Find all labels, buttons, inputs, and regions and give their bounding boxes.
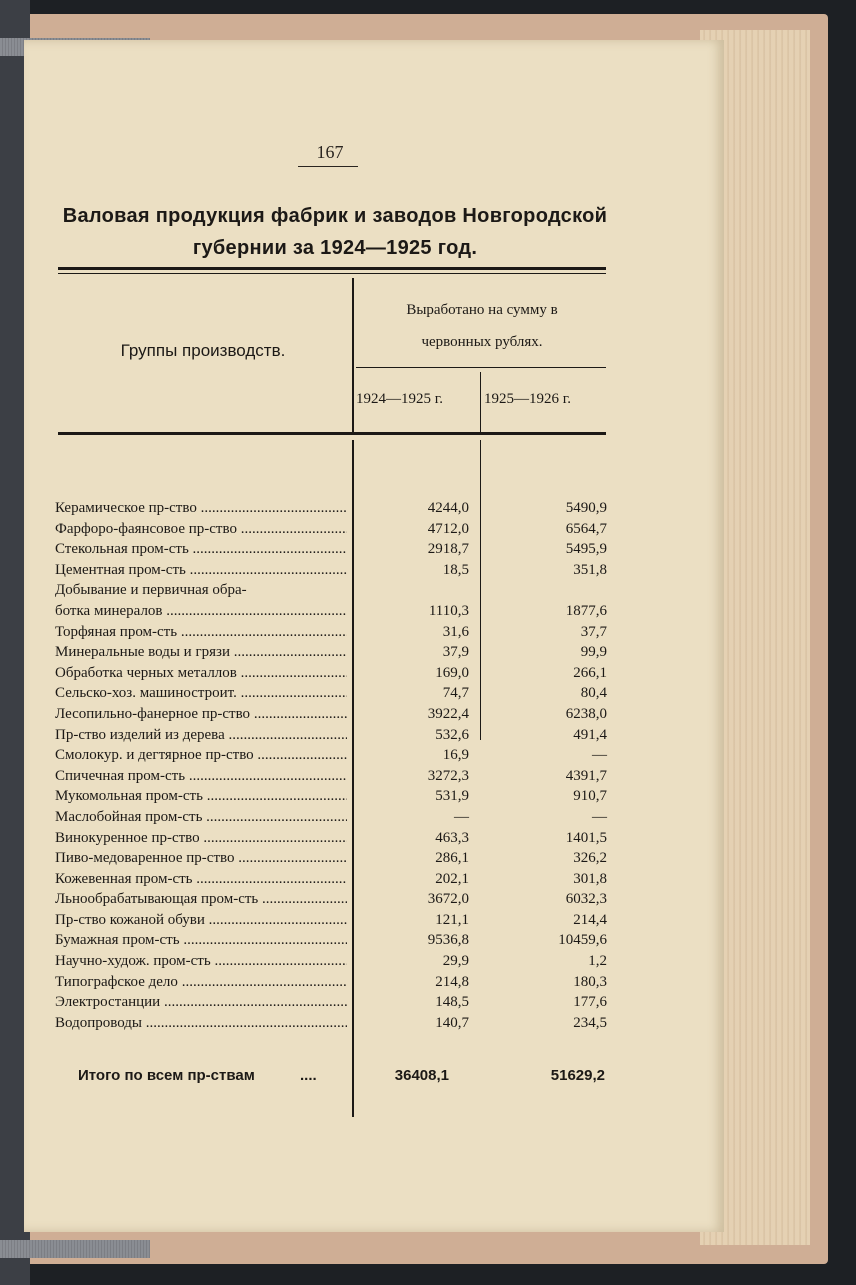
row-label: Водопроводы ..... bbox=[55, 1013, 347, 1034]
row-value-1924: 140,7 bbox=[435, 1014, 469, 1031]
table-row bbox=[55, 828, 615, 849]
row-value-1925: 1,2 bbox=[588, 953, 607, 970]
row-value-1925: 301,8 bbox=[573, 870, 607, 887]
table-row bbox=[55, 869, 615, 890]
row-value-1924: 16,9 bbox=[442, 747, 469, 764]
table-row bbox=[55, 807, 615, 828]
table-row bbox=[55, 560, 615, 581]
row-value-1924: 31,6 bbox=[442, 623, 469, 640]
total-value-1925: 51629,2 bbox=[550, 1067, 605, 1084]
table-row bbox=[55, 539, 615, 560]
table-row bbox=[55, 498, 615, 519]
row-label: Пиво-медоваренное пр-ство ..... bbox=[55, 848, 347, 869]
table-top-rule bbox=[58, 267, 606, 270]
table-row bbox=[55, 642, 615, 663]
row-label: Минеральные воды и грязи ..... bbox=[55, 642, 347, 663]
header-groups: Группы производств. bbox=[120, 341, 286, 360]
column-divider-years-header bbox=[480, 372, 481, 432]
table-row bbox=[55, 601, 615, 622]
row-value-1925: 910,7 bbox=[573, 788, 607, 805]
row-value-1925: 99,9 bbox=[580, 644, 607, 661]
row-label: Мукомольная пром-сть ..... bbox=[55, 786, 347, 807]
total-leader: .... bbox=[300, 1067, 317, 1084]
table-row bbox=[55, 622, 615, 643]
header-year-1: 1924—1925 г. bbox=[356, 391, 443, 407]
row-value-1925: 5495,9 bbox=[565, 541, 607, 558]
row-value-1925: 491,4 bbox=[573, 726, 607, 743]
row-label: Сельско-хоз. машиностроит. ..... bbox=[55, 683, 347, 704]
spine-tape-bottom bbox=[0, 1240, 150, 1258]
row-value-1925: 6032,3 bbox=[565, 891, 607, 908]
total-value-1924: 36408,1 bbox=[394, 1067, 449, 1084]
row-label: Фарфоро-фаянсовое пр-ство ..... bbox=[55, 519, 347, 540]
row-value-1924: 74,7 bbox=[442, 685, 469, 702]
table-row bbox=[55, 663, 615, 684]
table-row bbox=[55, 683, 615, 704]
row-label: Керамическое пр-ство ..... bbox=[55, 498, 347, 519]
row-value-1924: 3272,3 bbox=[427, 767, 469, 784]
row-value-1924: — bbox=[454, 808, 469, 825]
header-bottom-rule bbox=[58, 432, 606, 435]
table-row bbox=[55, 766, 615, 787]
row-value-1925: 6564,7 bbox=[565, 520, 607, 537]
row-label: Электростанции ..... bbox=[55, 992, 347, 1013]
column-divider-main-header bbox=[352, 278, 354, 432]
row-value-1924: 3922,4 bbox=[427, 705, 469, 722]
row-value-1925: 326,2 bbox=[573, 850, 607, 867]
row-value-1924: 37,9 bbox=[442, 644, 469, 661]
header-subrule bbox=[356, 367, 606, 368]
row-label: Спичечная пром-сть ..... bbox=[55, 766, 347, 787]
row-label: Типографское дело ..... bbox=[55, 972, 347, 993]
table-row bbox=[55, 951, 615, 972]
page-number-underline bbox=[298, 166, 358, 167]
row-value-1924: 9536,8 bbox=[427, 932, 469, 949]
row-value-1925: 37,7 bbox=[580, 623, 607, 640]
header-produced-line-1: Выработано на сумму в bbox=[406, 302, 558, 318]
header-year-2: 1925—1926 г. bbox=[484, 391, 571, 407]
row-value-1925: 6238,0 bbox=[565, 705, 607, 722]
row-label: Научно-худож. пром-сть ..... bbox=[55, 951, 347, 972]
row-label: Пр-ство изделий из дерева ..... bbox=[55, 725, 347, 746]
row-value-1924: 148,5 bbox=[435, 994, 469, 1011]
row-value-1924: 3672,0 bbox=[427, 891, 469, 908]
total-row bbox=[78, 1067, 618, 1089]
row-label: Стекольная пром-сть ..... bbox=[55, 539, 347, 560]
row-value-1924: 4244,0 bbox=[427, 500, 469, 516]
title-line-2: губернии за 1924—1925 год. bbox=[192, 237, 478, 259]
table-row bbox=[55, 1013, 615, 1034]
row-value-1924: 202,1 bbox=[435, 870, 469, 887]
row-label: Маслобойная пром-сть ..... bbox=[55, 807, 347, 828]
row-value-1925: — bbox=[592, 808, 607, 825]
row-value-1925: 177,6 bbox=[573, 994, 607, 1011]
row-value-1924: 532,6 bbox=[435, 726, 469, 743]
row-value-1924: 1110,3 bbox=[428, 602, 469, 619]
row-value-1925: 5490,9 bbox=[565, 500, 607, 516]
row-label: Добывание и первичная обра- bbox=[55, 582, 247, 599]
table-row bbox=[55, 972, 615, 993]
table-row bbox=[55, 992, 615, 1013]
row-value-1924: 169,0 bbox=[435, 664, 469, 681]
title-line-1: Валовая продукция фабрик и заводов Новгородской bbox=[62, 205, 608, 227]
row-value-1925: 1877,6 bbox=[565, 602, 607, 619]
row-value-1924: 531,9 bbox=[435, 788, 469, 805]
row-value-1925: 80,4 bbox=[580, 685, 607, 702]
row-label: Бумажная пром-сть ..... bbox=[55, 930, 347, 951]
row-label: Смолокур. и дегтярное пр-ство ..... bbox=[55, 745, 347, 766]
row-value-1925: 180,3 bbox=[573, 973, 607, 990]
row-value-1925: 351,8 bbox=[573, 561, 607, 578]
row-value-1924: 463,3 bbox=[435, 829, 469, 846]
table-body bbox=[55, 498, 615, 1033]
header-produced bbox=[362, 294, 602, 358]
row-value-1925: 234,5 bbox=[573, 1014, 607, 1031]
row-label: Торфяная пром-сть ..... bbox=[55, 622, 347, 643]
row-value-1924: 4712,0 bbox=[427, 520, 469, 537]
row-label: Лесопильно-фанерное пр-ство ..... bbox=[55, 704, 347, 725]
row-value-1924: 286,1 bbox=[435, 850, 469, 867]
row-value-1925: 4391,7 bbox=[565, 767, 607, 784]
total-label: Итого по всем пр-ствам bbox=[78, 1067, 255, 1084]
row-label: Винокуренное пр-ство ..... bbox=[55, 828, 347, 849]
table-row bbox=[55, 725, 615, 746]
header-produced-line-2: червонных рублях. bbox=[421, 334, 543, 350]
row-label: Цементная пром-сть ..... bbox=[55, 560, 347, 581]
row-label: ботка минералов ..... bbox=[55, 601, 347, 622]
row-label: Обработка черных металлов ..... bbox=[55, 663, 347, 684]
table-row bbox=[55, 910, 615, 931]
table-row bbox=[55, 519, 615, 540]
row-value-1925: — bbox=[592, 747, 607, 764]
row-value-1925: 214,4 bbox=[573, 911, 607, 928]
table-row bbox=[55, 580, 615, 601]
table-row bbox=[55, 889, 615, 910]
page-title bbox=[50, 200, 620, 264]
row-value-1924: 2918,7 bbox=[427, 541, 469, 558]
row-value-1925: 266,1 bbox=[573, 664, 607, 681]
row-value-1924: 214,8 bbox=[435, 973, 469, 990]
table-row bbox=[55, 930, 615, 951]
page-number: 167 bbox=[316, 142, 344, 162]
table-row bbox=[55, 786, 615, 807]
row-value-1924: 18,5 bbox=[442, 561, 469, 578]
row-value-1925: 1401,5 bbox=[565, 829, 607, 846]
row-label: Льнообрабатывающая пром-сть ..... bbox=[55, 889, 347, 910]
row-label: Кожевенная пром-сть ..... bbox=[55, 869, 347, 890]
table-row bbox=[55, 745, 615, 766]
row-value-1924: 29,9 bbox=[442, 953, 469, 970]
row-value-1925: 10459,6 bbox=[558, 932, 607, 949]
table-row bbox=[55, 704, 615, 725]
table-row bbox=[55, 848, 615, 869]
row-label: Пр-ство кожаной обуви ..... bbox=[55, 910, 347, 931]
table-top-rule-thin bbox=[58, 273, 606, 274]
row-value-1924: 121,1 bbox=[435, 911, 469, 928]
